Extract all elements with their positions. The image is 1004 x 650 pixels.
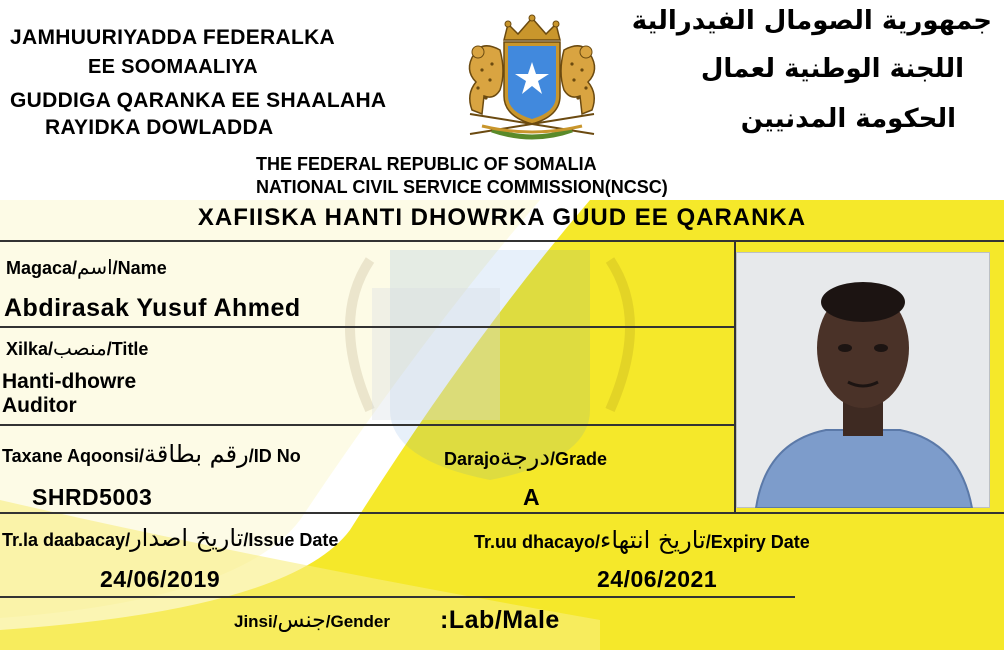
office-title-part2: GUUD EE QARANKA	[552, 204, 807, 231]
ghost-photo-watermark	[372, 288, 500, 420]
coat-of-arms-emblem	[452, 10, 612, 144]
issue-date-label: Tr.la daabacay/تاريخ اصدار/Issue Date	[2, 524, 339, 552]
header-somali-line1: JAMHUURIYADDA FEDERALKA	[10, 26, 336, 49]
title-value-line1: Hanti-dhowre	[2, 370, 137, 393]
name-value: Abdirasak Yusuf Ahmed	[4, 294, 301, 322]
office-title	[0, 204, 1004, 232]
title-label: Xilka/منصب/Title	[6, 336, 149, 360]
header-somali-line4: RAYIDKA DOWLADDA	[45, 116, 274, 139]
holder-photo	[736, 252, 990, 508]
header-english-line2: NATIONAL CIVIL SERVICE COMMISSION(NCSC)	[256, 177, 668, 197]
name-label: Magaca/اسم/Name	[6, 255, 167, 279]
header-arabic-line1: جمهورية الصومال الفيدرالية	[631, 6, 992, 36]
divider-id	[0, 512, 1004, 514]
gender-value: :Lab/Male	[440, 606, 560, 634]
header-somali-line3: GUDDIGA QARANKA EE SHAALAHA	[10, 89, 387, 112]
expiry-date-label: Tr.uu dhacayo/تاريخ انتهاء/Expiry Date	[474, 526, 810, 554]
header-arabic-line2: اللجنة الوطنية لعمال	[700, 54, 964, 84]
header-english-line1: THE FEDERAL REPUBLIC OF SOMALIA	[256, 154, 597, 174]
id-no-value: SHRD5003	[32, 484, 153, 510]
divider-top	[0, 240, 1004, 242]
divider-dates	[0, 596, 795, 598]
office-title-part1: XAFIISKA HANTI DHOWRKA	[197, 204, 553, 231]
id-no-label: Taxane Aqoonsi/رقم بطاقة/ID No	[2, 440, 301, 468]
header-arabic-line3: الحكومة المدنيين	[740, 104, 956, 134]
divider-name	[0, 326, 734, 328]
divider-title	[0, 424, 734, 426]
grade-value: A	[523, 484, 541, 510]
expiry-date-value: 24/06/2021	[597, 566, 718, 592]
grade-label: Darajoدرجة/Grade	[444, 443, 608, 471]
issue-date-value: 24/06/2019	[100, 566, 221, 592]
header-somali-line2: EE SOOMAALIYA	[88, 56, 258, 78]
title-value-line2: Auditor	[2, 394, 77, 417]
gender-label: Jinsi/جنس/Gender	[234, 608, 391, 633]
